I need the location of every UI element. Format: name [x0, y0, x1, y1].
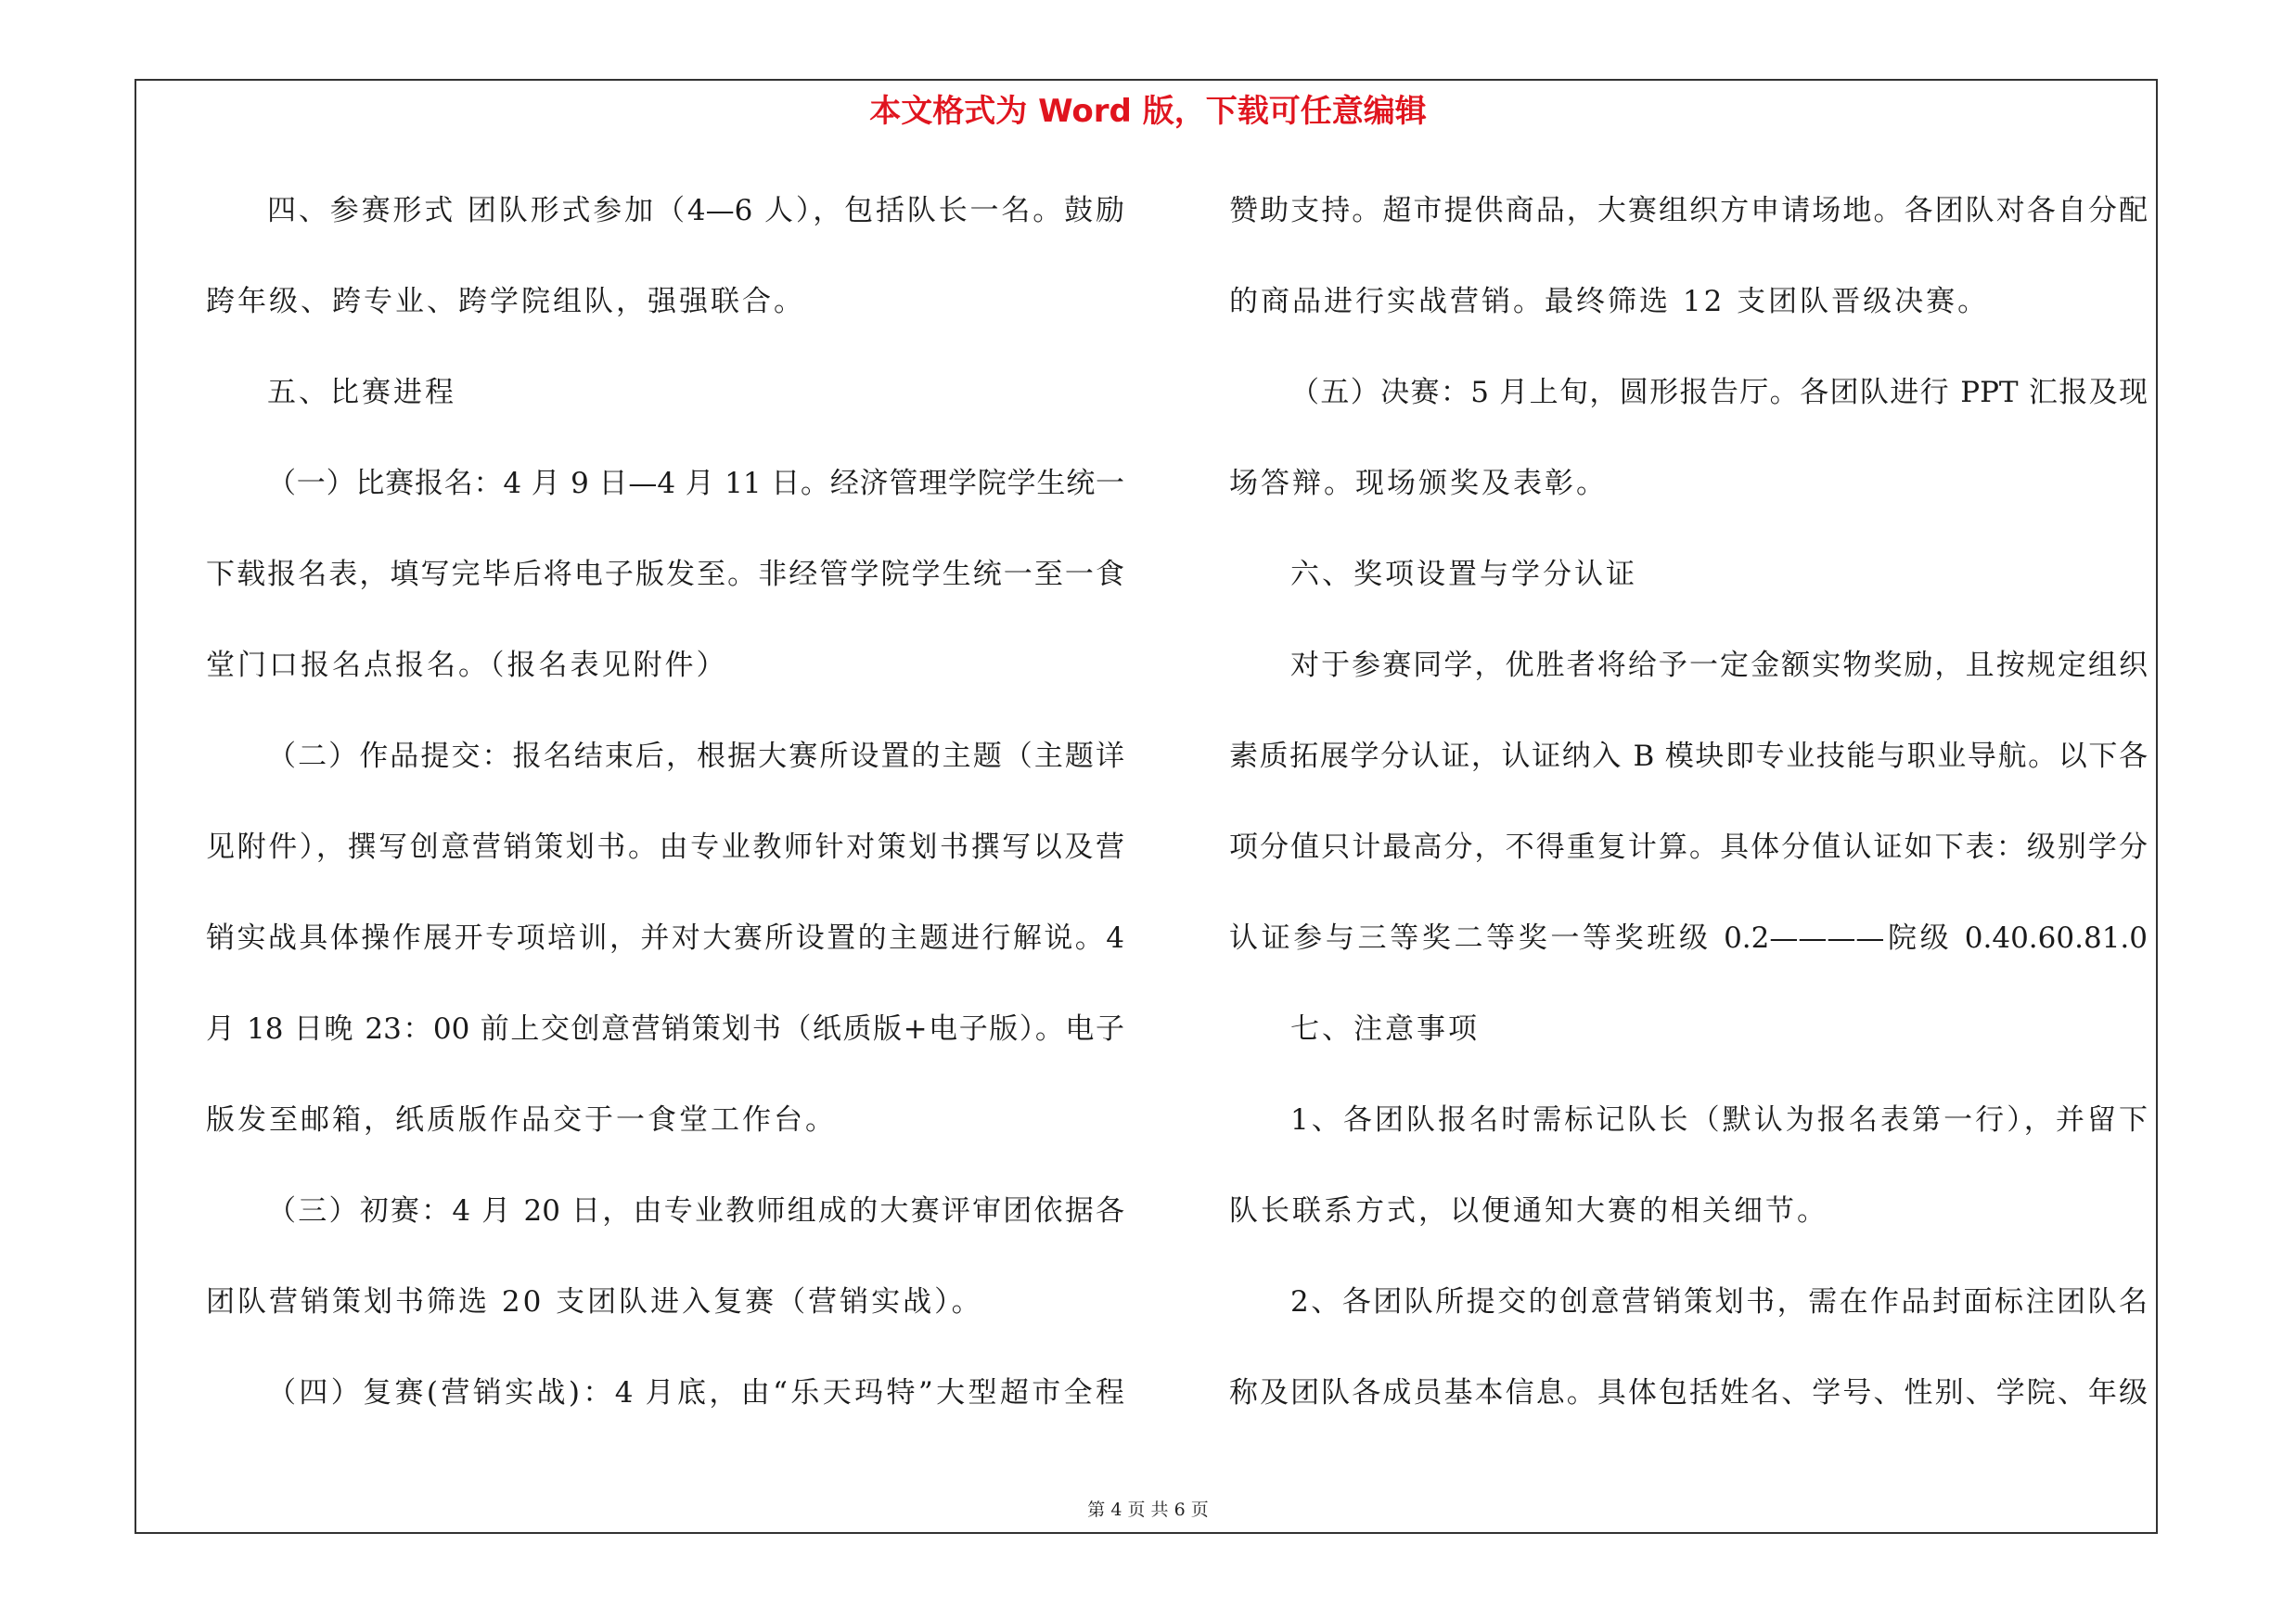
paragraph-line: 七、注意事项 — [1290, 1012, 1480, 1046]
paragraph-line: 队长联系方式，以便通知大赛的相关细节。 — [1229, 1194, 1828, 1228]
right-column — [1229, 182, 2148, 1455]
total-pages: 6 — [1174, 1500, 1186, 1520]
left-column — [206, 182, 1124, 1455]
paragraph-line: （三）初赛：4 月 20 日，由专业教师组成的大赛评审团依据各 — [267, 1194, 1124, 1228]
paragraph-line: 下载报名表，填写完毕后将电子版发至。非经管学院学生统一至一食 — [206, 558, 1124, 591]
paragraph-line: 对于参赛同学，优胜者将给予一定金额实物奖励，且按规定组织 — [1290, 649, 2148, 682]
paragraph-line: 的商品进行实战营销。最终筛选 12 支团队晋级决赛。 — [1229, 285, 1990, 318]
paragraph-line: （一）比赛报名：4 月 9 日—4 月 11 日。经济管理学院学生统一 — [267, 467, 1124, 500]
page-number-prefix: 第 — [1087, 1500, 1106, 1520]
paragraph-line: 六、奖项设置与学分认证 — [1290, 558, 1637, 591]
paragraph-line: （四）复赛(营销实战)：4 月底，由“乐天玛特”大型超市全程 — [267, 1376, 1124, 1410]
paragraph-line: 项分值只计最高分，不得重复计算。具体分值认证如下表：级别学分 — [1229, 831, 2148, 864]
paragraph-line: 1、各团队报名时需标记队长（默认为报名表第一行），并留下 — [1290, 1103, 2148, 1137]
page-number — [0, 1496, 2296, 1521]
paragraph-line: 四、参赛形式 团队形式参加（4—6 人），包括队长一名。鼓励 — [267, 194, 1124, 227]
paragraph-line: 销实战具体操作展开专项培训，并对大赛所设置的主题进行解说。4 — [206, 921, 1124, 955]
paragraph-line: 认证参与三等奖二等奖一等奖班级 0.2————院级 0.40.60.81.0 — [1229, 921, 2148, 955]
paragraph-line: 团队营销策划书筛选 20 支团队进入复赛（营销实战）。 — [206, 1285, 983, 1319]
paragraph-line: 堂门口报名点报名。（报名表见附件） — [206, 649, 728, 682]
paragraph-line: 月 18 日晚 23：00 前上交创意营销策划书（纸质版+电子版）。电子 — [206, 1012, 1124, 1046]
paragraph-line: 版发至邮箱，纸质版作品交于一食堂工作台。 — [206, 1103, 837, 1137]
page-number-suffix: 页 — [1190, 1500, 1209, 1520]
page-number-middle: 页 共 — [1127, 1500, 1169, 1520]
paragraph-line: 场答辩。现场颁奖及表彰。 — [1229, 467, 1608, 500]
paragraph-line: （二）作品提交：报名结束后，根据大赛所设置的主题（主题详 — [267, 740, 1124, 773]
paragraph-line: 赞助支持。超市提供商品，大赛组织方申请场地。各团队对各自分配 — [1229, 194, 2148, 227]
current-page: 4 — [1110, 1500, 1122, 1520]
paragraph-line: 见附件），撰写创意营销策划书。由专业教师针对策划书撰写以及营 — [206, 831, 1124, 864]
paragraph-line: 跨年级、跨专业、跨学院组队，强强联合。 — [206, 285, 805, 318]
paragraph-line: （五）决赛：5 月上旬，圆形报告厅。各团队进行 PPT 汇报及现 — [1290, 376, 2148, 409]
paragraph-line: 素质拓展学分认证，认证纳入 B 模块即专业技能与职业导航。以下各 — [1229, 740, 2148, 773]
paragraph-line: 2、各团队所提交的创意营销策划书，需在作品封面标注团队名 — [1290, 1285, 2148, 1319]
format-banner: 本文格式为 Word 版，下载可任意编辑 — [869, 93, 1427, 130]
paragraph-line: 五、比赛进程 — [267, 376, 456, 409]
paragraph-line: 称及团队各成员基本信息。具体包括姓名、学号、性别、学院、年级 — [1229, 1376, 2148, 1410]
